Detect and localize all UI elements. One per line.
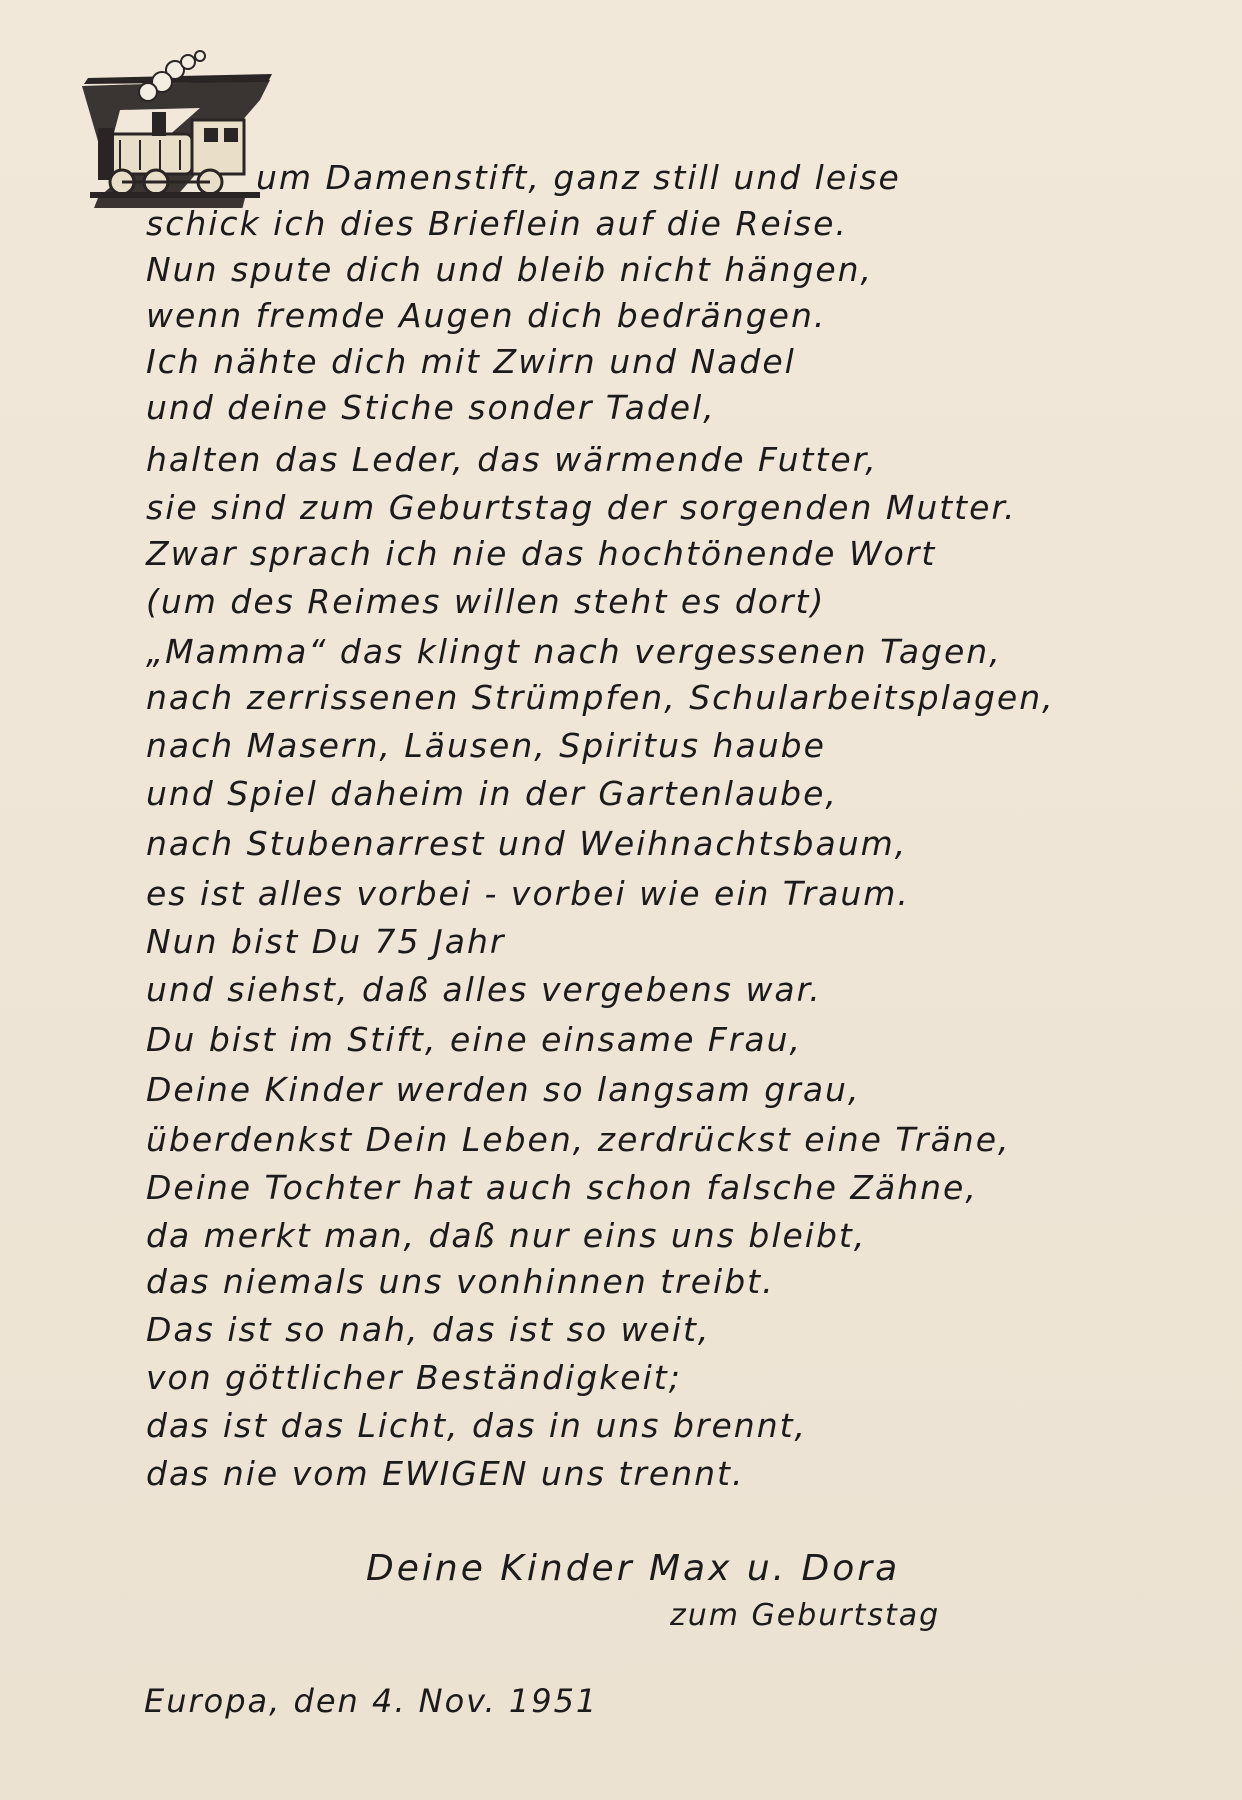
poem-line: sie sind zum Geburtstag der sorgenden Mutter. (146, 488, 1017, 527)
poem-line: nach Stubenarrest und Weihnachtsbaum, (146, 824, 908, 863)
poem-line: schick ich dies Brieflein auf die Reise. (146, 204, 848, 243)
poem-line: das ist das Licht, das in uns brennt, (146, 1406, 808, 1445)
poem-line: nach zerrissenen Strümpfen, Schularbeitsplagen, (146, 678, 1055, 717)
date-line: Europa, den 4. Nov. 1951 (144, 1682, 599, 1720)
poem-line: nach Masern, Läusen, Spiritus haube (146, 726, 826, 765)
poem-line: da merkt man, daß nur eins uns bleibt, (146, 1216, 867, 1255)
signature: Deine Kinder Max u. Dora (366, 1548, 901, 1589)
poem-line: das niemals uns vonhinnen treibt. (146, 1262, 775, 1301)
poem-line: um Damenstift, ganz still und leise (256, 158, 901, 197)
poem-line: es ist alles vorbei - vorbei wie ein Traum. (146, 874, 910, 913)
poem-line: und Spiel daheim in der Gartenlaube, (146, 774, 838, 813)
poem-line: und deine Stiche sonder Tadel, (146, 388, 716, 427)
poem-line: Deine Kinder werden so langsam grau, (146, 1070, 861, 1109)
poem-line: „Mamma“ das klingt nach vergessenen Tagen, (146, 632, 1002, 671)
poem-line: Nun bist Du 75 Jahr (146, 922, 506, 961)
poem-line: halten das Leder, das wärmende Futter, (146, 440, 878, 479)
poem-line: (um des Reimes willen steht es dort) (146, 582, 826, 621)
poem-line: Das ist so nah, das ist so weit, (146, 1310, 711, 1349)
poem-line: Du bist im Stift, eine einsame Frau, (146, 1020, 803, 1059)
poem-line: Zwar sprach ich nie das hochtönende Wort (146, 534, 937, 573)
poem-line: von göttlicher Beständigkeit; (146, 1358, 682, 1397)
poem-line: Nun spute dich und bleib nicht hängen, (146, 250, 874, 289)
poem-line: das nie vom EWIGEN uns trennt. (146, 1454, 745, 1493)
poem-line: und siehst, daß alles vergebens war. (146, 970, 822, 1009)
poem-line: wenn fremde Augen dich bedrängen. (146, 296, 827, 335)
signature-subline: zum Geburtstag (670, 1598, 941, 1633)
decorated-initial-z-locomotive-icon (80, 48, 280, 208)
poem-line: Ich nähte dich mit Zwirn und Nadel (146, 342, 796, 381)
poem-line: Deine Tochter hat auch schon falsche Zähne, (146, 1168, 978, 1207)
poem-line: überdenkst Dein Leben, zerdrückst eine Träne, (146, 1120, 1011, 1159)
